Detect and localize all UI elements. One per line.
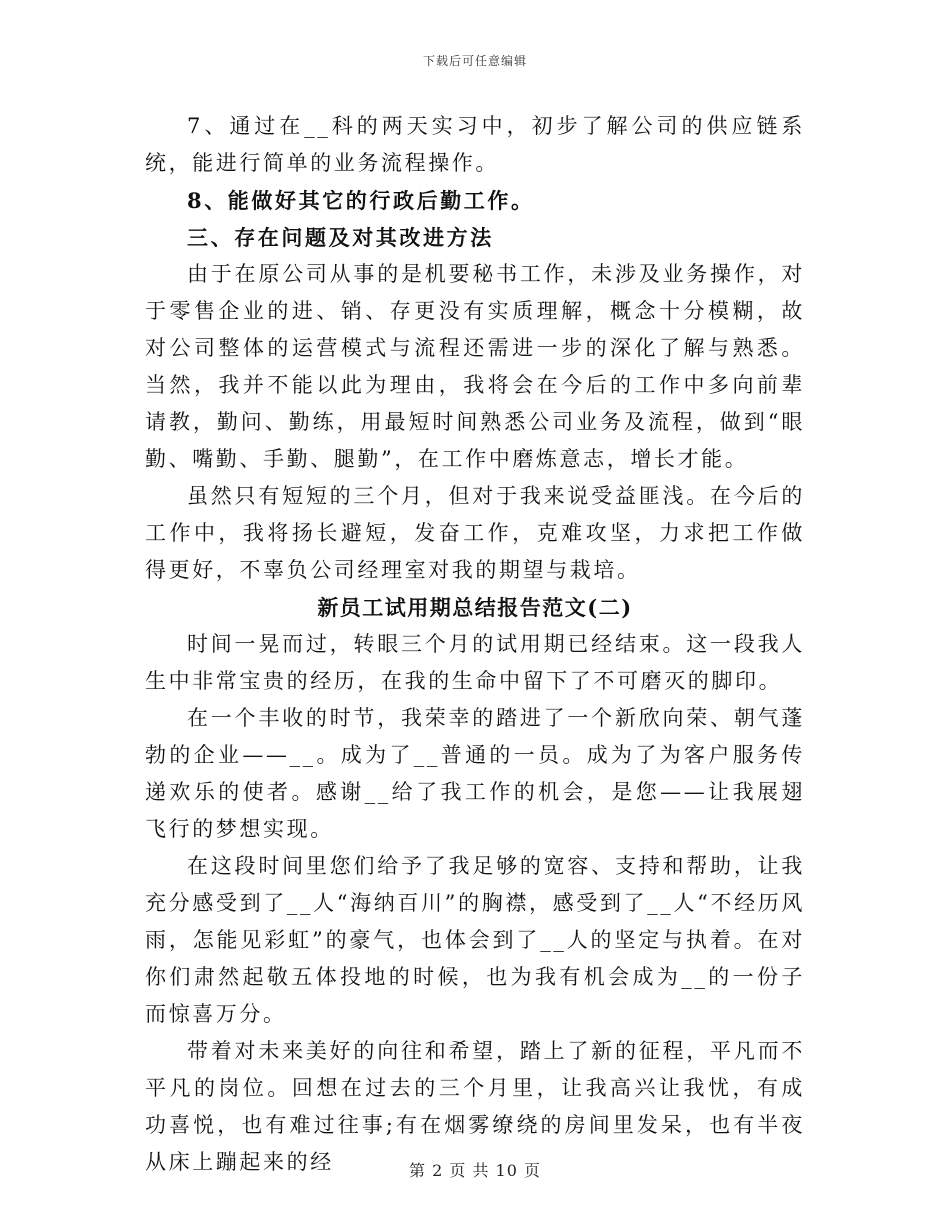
section-heading-problems: 三、存在问题及对其改进方法 (187, 225, 494, 250)
paragraph-item-8: 8、能做好其它的行政后勤工作。 (187, 188, 535, 213)
paragraph-reflection: 带着对未来美好的向往和希望，踏上了新的征程，平凡而不平凡的岗位。回想在过去的三个月里，让我高兴让我忧，有成功喜悦，也有难过往事;有在烟雾缭绕的房间里发呆，也有半夜从床上蹦起来的经 (145, 1039, 805, 1174)
document-body (145, 108, 805, 1181)
paragraph-gratitude: 在这段时间里您们给予了我足够的宽容、支持和帮助，让我充分感受到了__人“海纳百川”的胸襟，感受到了__人“不经历风雨，怎能见彩虹”的豪气，也体会到了__人的坚定与执着。在对你们肃然起敬五体投地的时候，也为我有机会成为__的一份子而惊喜万分。 (145, 854, 805, 1026)
paragraph-item-7: 7、通过在__科的两天实习中，初步了解公司的供应链系统，能进行简单的业务流程操作。 (145, 114, 805, 175)
page-header-note: 下载后可任意编辑 (422, 54, 527, 68)
paragraph-conclusion: 虽然只有短短的三个月，但对于我来说受益匪浅。在今后的工作中，我将扬长避短，发奋工作，克难攻坚，力求把工作做得更好，不辜负公司经理室对我的期望与栽培。 (145, 484, 805, 582)
page-number-footer: 第 2 页 共 10 页 (409, 1161, 541, 1180)
paragraph-joining: 在一个丰收的时节，我荣幸的踏进了一个新欣向荣、朝气蓬勃的企业——__。成为了__普通的一员。成为了为客户服务传递欢乐的使者。感谢__给了我工作的机会，是您——让我展翅飞行的梦想实现。 (145, 706, 805, 841)
article-title: 新员工试用期总结报告范文(二) (317, 595, 633, 620)
paragraph-intro: 时间一晃而过，转眼三个月的试用期已经结束。这一段我人生中非常宝贵的经历，在我的生命中留下了不可磨灭的脚印。 (145, 632, 805, 693)
paragraph-problems-body: 由于在原公司从事的是机要秘书工作，未涉及业务操作，对于零售企业的进、销、存更没有实质理解，概念十分模糊，故对公司整体的运营模式与流程还需进一步的深化了解与熟悉。当然，我并不能以此为理由，我将会在今后的工作中多向前辈请教，勤问、勤练，用最短时间熟悉公司业务及流程，做到“眼勤、嘴勤、手勤、腿勤”，在工作中磨炼意志，增长才能。 (145, 262, 805, 471)
